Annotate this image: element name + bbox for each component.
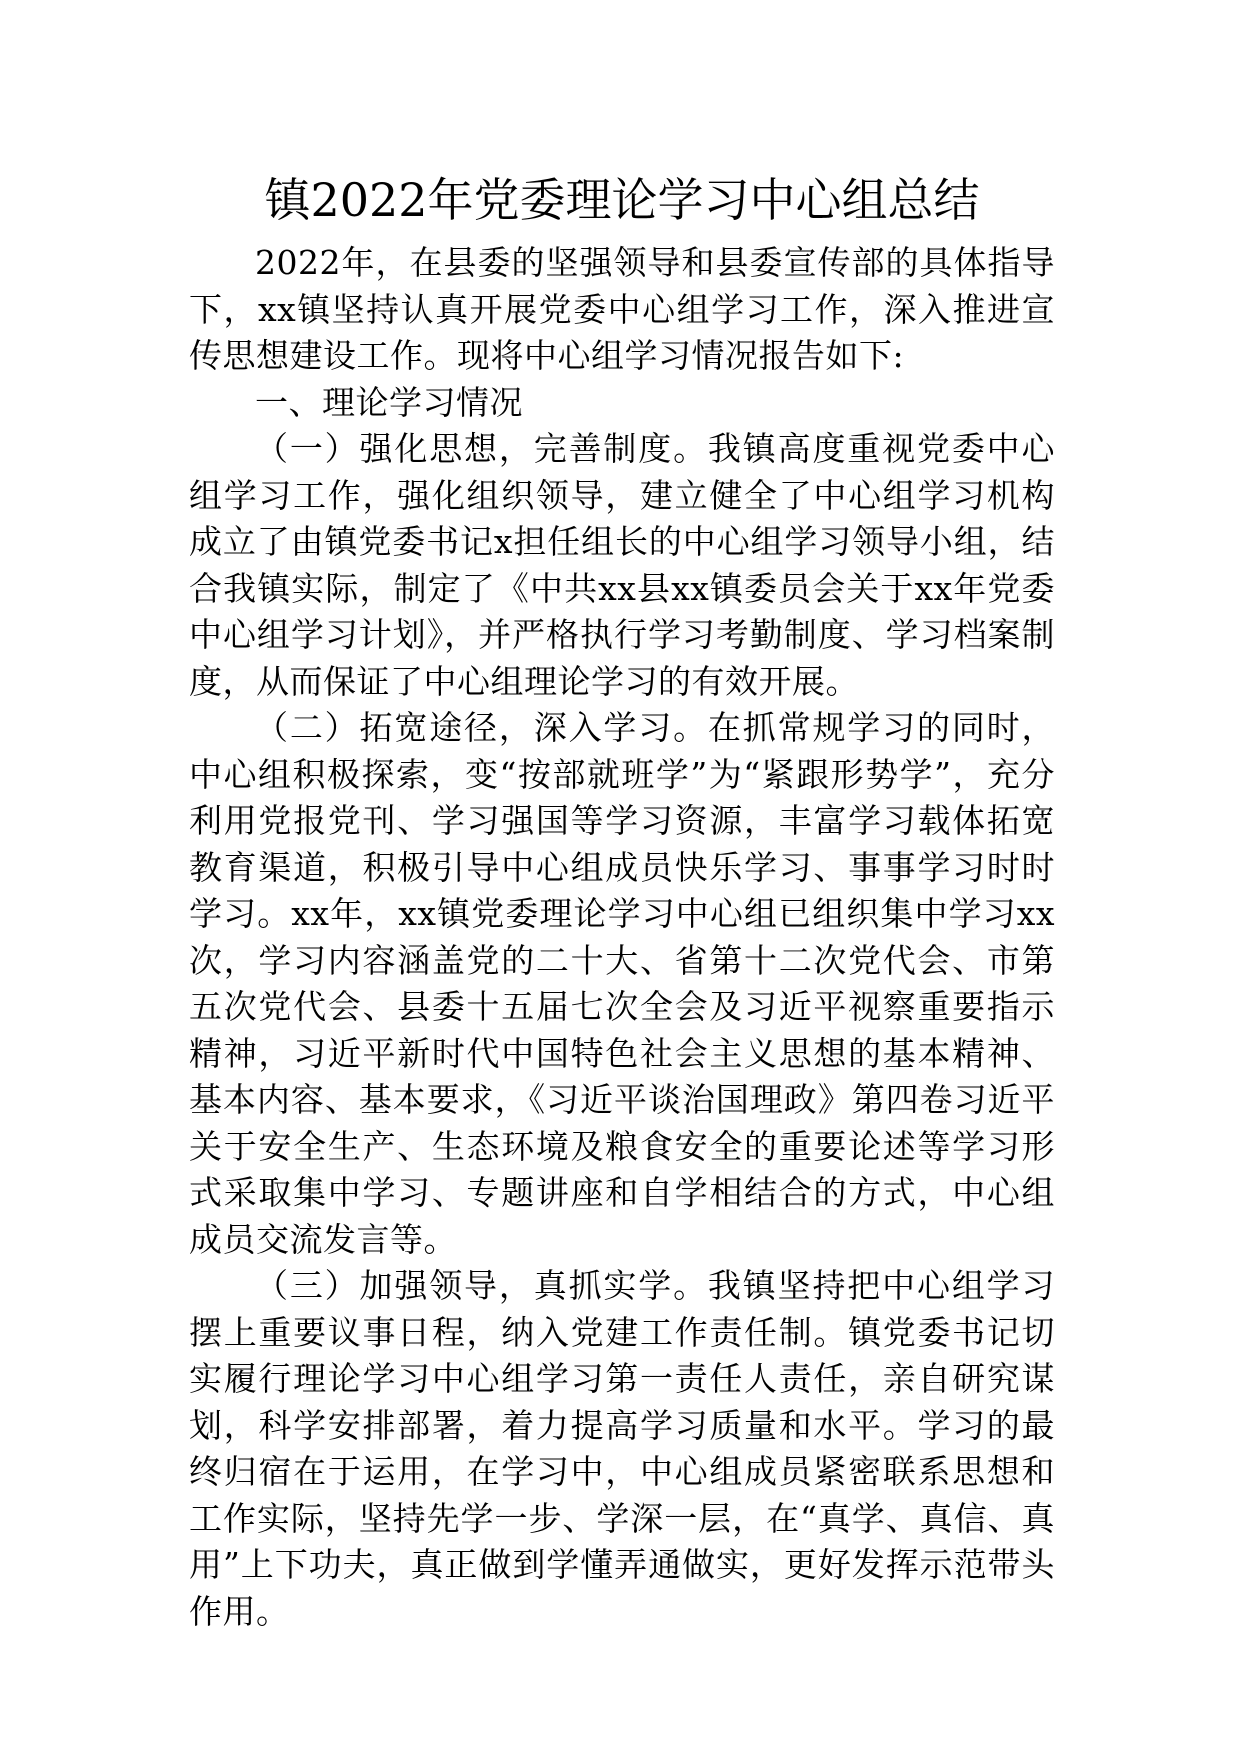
section-heading-theory-study: 一、理论学习情况 <box>255 382 523 422</box>
paragraph-strengthen-thought: （一）强化思想，完善制度。我镇高度重视党委中心组学习工作，强化组织领导，建立健全了中心组学习机构成立了由镇党委书记x担任组长的中心组学习领导小组，结合我镇实际，制定了《中共xx县xx镇委员会关于xx年党委中心组学习计划》，并严格执行学习考勤制度、学习档案制度，从而保证了中心组理论学习的有效开展。 <box>189 429 1055 701</box>
document-page <box>189 160 1055 1635</box>
intro-paragraph: 2022年，在县委的坚强领导和县委宣传部的具体指导下，xx镇坚持认真开展党委中心组学习工作，深入推进宣传思想建设工作。现将中心组学习情况报告如下: <box>189 243 1055 375</box>
paragraph-strengthen-leadership: （三）加强领导，真抓实学。我镇坚持把中心组学习摆上重要议事日程，纳入党建工作责任制。镇党委书记切实履行理论学习中心组学习第一责任人责任，亲自研究谋划，科学安排部署，着力提高学习质量和水平。学习的最终归宿在于运用，在学习中，中心组成员紧密联系思想和工作实际，坚持先学一步、学深一层，在“真学、真信、真用”上下功夫，真正做到学懂弄通做实，更好发挥示范带头作用。 <box>189 1266 1055 1631</box>
paragraph-broaden-approach: （二）拓宽途径，深入学习。在抓常规学习的同时，中心组积极探索，变“按部就班学”为“紧跟形势学”，充分利用党报党刊、学习强国等学习资源，丰富学习载体拓宽教育渠道，积极引导中心组成员快乐学习、事事学习时时学习。xx年，xx镇党委理论学习中心组已组织集中学习xx次，学习内容涵盖党的二十大、省第十二次党代会、市第五次党代会、县委十五届七次全会及习近平视察重要指示精神，习近平新时代中国特色社会主义思想的基本精神、基本内容、基本要求，《习近平谈治国理政》第四卷习近平关于安全生产、生态环境及粮食安全的重要论述等学习形式采取集中学习、专题讲座和自学相结合的方式，中心组成员交流发言等。 <box>189 708 1055 1259</box>
document-title: 镇2022年党委理论学习中心组总结 <box>264 173 980 227</box>
